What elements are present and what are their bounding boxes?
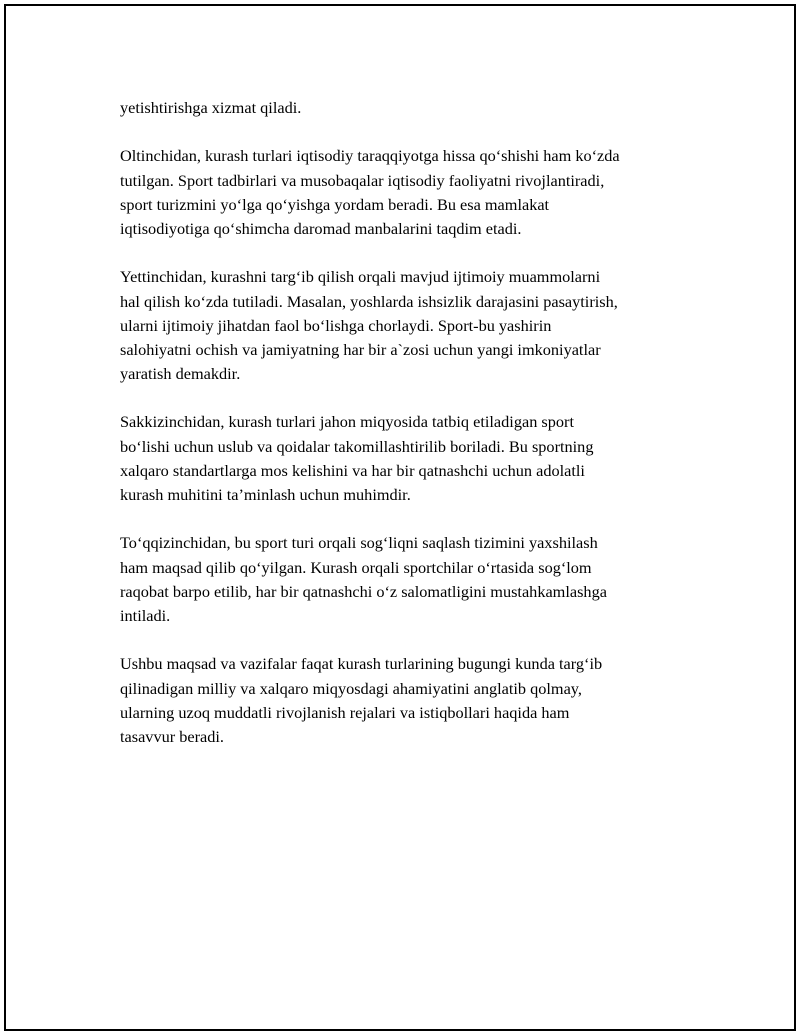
text-line: Ushbu maqsad va vazifalar faqat kurash turlarining bugungi kunda targ‘ib xyxy=(120,654,603,674)
text-line: yetishtirishga xizmat qiladi. xyxy=(120,98,302,117)
paragraph-1 xyxy=(120,96,700,120)
text-line: ham maqsad qilib qo‘yilgan. Kurash orqali sportchilar o‘rtasida sog‘lom xyxy=(120,557,592,577)
text-line: iqtisodiyotiga qo‘shimcha daromad manbalarini taqdim etadi. xyxy=(120,218,522,238)
text-line: salohiyatni ochish va jamiyatning har bir a`zosi uchun yangi imkoniyatlar xyxy=(120,339,601,359)
text-line: tasavvur beradi. xyxy=(120,726,224,746)
text-line: yaratish demakdir. xyxy=(120,364,241,384)
text-line: Yettinchidan, kurashni targ‘ib qilish orqali mavjud ijtimoiy muammolarni xyxy=(120,267,601,287)
document-body xyxy=(120,96,700,773)
text-line: Oltinchidan, kurash turlari iqtisodiy taraqqiyotga hissa qo‘shishi ham ko‘zda xyxy=(120,146,620,166)
paragraph-4 xyxy=(120,410,700,507)
paragraph-3 xyxy=(120,265,700,386)
text-line: bo‘lishi uchun uslub va qoidalar takomillashtirilib boriladi. Bu sportning xyxy=(120,436,594,456)
paragraph-2 xyxy=(120,144,700,241)
text-line: xalqaro standartlarga mos kelishini va har bir qatnashchi uchun adolatli xyxy=(120,460,585,480)
text-line: raqobat barpo etilib, har bir qatnashchi o‘z salomatligini mustahkamlashga xyxy=(120,581,607,601)
text-line: intiladi. xyxy=(120,605,171,625)
text-line: sport turizmini yo‘lga qo‘yishga yordam beradi. Bu esa mamlakat xyxy=(120,194,550,214)
paragraph-5 xyxy=(120,531,700,628)
text-line: ularning uzoq muddatli rivojlanish rejalari va istiqbollari haqida ham xyxy=(120,702,570,722)
text-line: hal qilish ko‘zda tutiladi. Masalan, yoshlarda ishsizlik darajasini pasaytirish, xyxy=(120,291,618,311)
paragraph-6 xyxy=(120,652,700,749)
document-page xyxy=(4,4,796,1031)
text-line: To‘qqizinchidan, bu sport turi orqali sog‘liqni saqlash tizimini yaxshilash xyxy=(120,533,598,553)
text-line: qilinadigan milliy va xalqaro miqyosdagi ahamiyatini anglatib qolmay, xyxy=(120,678,582,698)
text-line: ularni ijtimoiy jihatdan faol bo‘lishga chorlaydi. Sport-bu yashirin xyxy=(120,315,552,335)
text-line: Sakkizinchidan, kurash turlari jahon miqyosida tatbiq etiladigan sport xyxy=(120,412,574,432)
text-line: tutilgan. Sport tadbirlari va musobaqalar iqtisodiy faoliyatni rivojlantiradi, xyxy=(120,170,605,190)
text-line: kurash muhitini ta’minlash uchun muhimdir. xyxy=(120,485,411,504)
